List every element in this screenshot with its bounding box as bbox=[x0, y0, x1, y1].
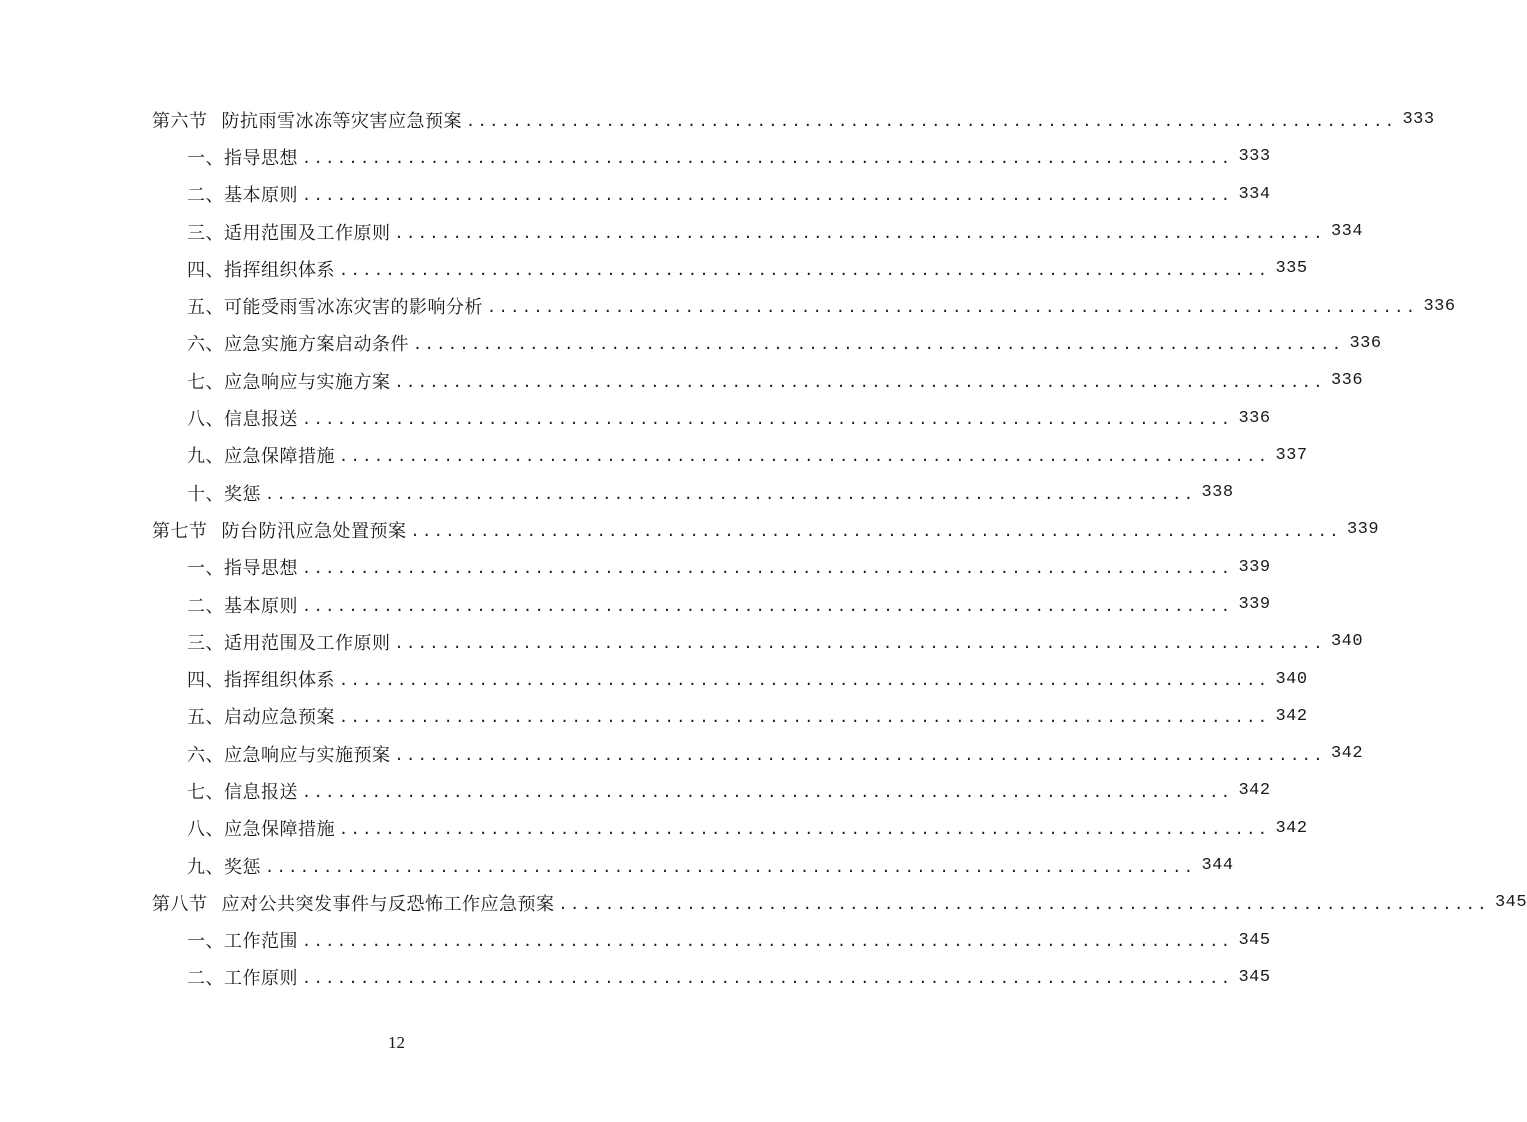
toc-page-number: 333 bbox=[1402, 110, 1435, 130]
toc-entry-title: 七、应急响应与实施方案 bbox=[187, 371, 391, 393]
toc-page-number: 345 bbox=[1238, 967, 1271, 987]
toc-item-row[interactable] bbox=[0, 362, 1364, 399]
toc-entry-title: 一、指导思想 bbox=[187, 558, 298, 580]
toc-dot-leader: ................................................................................ bbox=[265, 484, 1196, 503]
toc-dot-leader: ................................................................................ bbox=[302, 410, 1233, 429]
toc-entry-title: 六、应急响应与实施预案 bbox=[187, 744, 391, 766]
toc-entry-title: 二、基本原则 bbox=[187, 185, 298, 207]
toc-item-row[interactable] bbox=[0, 474, 1234, 511]
toc-item-row[interactable] bbox=[0, 176, 1271, 213]
toc-item-row[interactable] bbox=[0, 549, 1271, 586]
toc-section-title: 防抗雨雪冰冻等灾害应急预案 bbox=[221, 110, 462, 132]
toc-section-label: 第六节 bbox=[152, 110, 208, 132]
toc-page-number: 336 bbox=[1238, 408, 1271, 428]
toc-page-number: 334 bbox=[1238, 184, 1271, 204]
toc-item-row[interactable] bbox=[0, 847, 1234, 884]
toc-entry-title: 三、适用范围及工作原则 bbox=[187, 632, 391, 654]
toc-dot-leader: ................................................................................ bbox=[394, 223, 1325, 242]
toc-entry-title: 二、基本原则 bbox=[187, 595, 298, 617]
toc-item-row[interactable] bbox=[0, 735, 1364, 772]
toc-entry-title bbox=[152, 890, 555, 916]
toc-dot-leader: ................................................................................ bbox=[302, 148, 1233, 167]
toc-entry-title: 三、适用范围及工作原则 bbox=[187, 222, 391, 244]
toc-entry-title: 十、奖惩 bbox=[187, 483, 261, 505]
toc-dot-leader: ................................................................................ bbox=[302, 559, 1233, 578]
toc-item-row[interactable] bbox=[0, 660, 1308, 697]
toc-page-number: 339 bbox=[1238, 557, 1271, 577]
toc-dot-leader: ................................................................................ bbox=[302, 969, 1233, 988]
toc-item-row[interactable] bbox=[0, 325, 1382, 362]
toc-page-number: 338 bbox=[1201, 483, 1234, 503]
toc-page-number: 334 bbox=[1330, 222, 1364, 242]
toc-dot-leader: ................................................................................ bbox=[413, 335, 1344, 354]
toc-entry-title: 四、指挥组织体系 bbox=[187, 259, 335, 281]
toc-section-title: 防台防汛应急处置预案 bbox=[221, 520, 407, 542]
table-of-contents bbox=[0, 101, 1527, 996]
toc-dot-leader: ................................................................................ bbox=[339, 260, 1270, 279]
toc-page-number: 336 bbox=[1423, 296, 1456, 316]
toc-entry-title: 五、启动应急预案 bbox=[187, 707, 335, 729]
toc-entry-title: 六、应急实施方案启动条件 bbox=[187, 334, 409, 356]
page-number: 12 bbox=[388, 1033, 405, 1052]
toc-dot-leader: ................................................................................ bbox=[302, 186, 1233, 205]
toc-item-row[interactable] bbox=[0, 287, 1456, 324]
toc-item-row[interactable] bbox=[0, 698, 1308, 735]
toc-dot-leader: ................................................................................ bbox=[466, 111, 1397, 130]
toc-dot-leader: ................................................................................ bbox=[394, 745, 1325, 764]
toc-entry-title: 二、工作原则 bbox=[187, 968, 298, 990]
toc-entry-title: 八、信息报送 bbox=[187, 409, 298, 431]
toc-page-number: 344 bbox=[1201, 856, 1234, 876]
toc-entry-title: 九、应急保障措施 bbox=[187, 446, 335, 468]
toc-item-row[interactable] bbox=[0, 138, 1271, 175]
toc-dot-leader: ................................................................................ bbox=[410, 521, 1341, 540]
toc-entry-title bbox=[152, 107, 462, 133]
toc-dot-leader: ................................................................................ bbox=[339, 671, 1270, 690]
toc-section-label: 第七节 bbox=[152, 520, 208, 542]
toc-item-row[interactable] bbox=[0, 772, 1271, 809]
toc-entry-title: 四、指挥组织体系 bbox=[187, 670, 335, 692]
toc-section-row[interactable] bbox=[0, 101, 1435, 138]
toc-dot-leader: ................................................................................ bbox=[302, 782, 1233, 801]
toc-page-number: 340 bbox=[1330, 632, 1364, 652]
toc-page-number: 335 bbox=[1275, 259, 1308, 279]
toc-page-number: 337 bbox=[1275, 445, 1308, 465]
toc-dot-leader: ................................................................................ bbox=[302, 596, 1233, 615]
toc-page-number: 345 bbox=[1238, 930, 1271, 950]
toc-dot-leader: ................................................................................ bbox=[339, 447, 1270, 466]
toc-dot-leader: ................................................................................ bbox=[302, 932, 1233, 951]
toc-dot-leader: ................................................................................ bbox=[558, 894, 1489, 913]
toc-page-number: 339 bbox=[1346, 520, 1380, 540]
toc-page-number: 336 bbox=[1330, 371, 1364, 391]
toc-item-row[interactable] bbox=[0, 586, 1271, 623]
toc-section-title: 应对公共突发事件与反恐怖工作应急预案 bbox=[221, 893, 555, 915]
toc-page-number: 336 bbox=[1349, 333, 1382, 353]
toc-item-row[interactable] bbox=[0, 959, 1271, 996]
toc-item-row[interactable] bbox=[0, 250, 1308, 287]
toc-entry-title: 八、应急保障措施 bbox=[187, 819, 335, 841]
toc-page-number: 345 bbox=[1494, 893, 1527, 913]
toc-page-number: 342 bbox=[1330, 744, 1364, 764]
toc-item-row[interactable] bbox=[0, 623, 1364, 660]
toc-item-row[interactable] bbox=[0, 810, 1308, 847]
toc-page-number: 342 bbox=[1275, 706, 1308, 726]
toc-section-row[interactable] bbox=[0, 511, 1380, 548]
toc-page-number: 333 bbox=[1238, 147, 1271, 167]
toc-section-label: 第八节 bbox=[152, 893, 208, 915]
toc-dot-leader: ................................................................................ bbox=[394, 633, 1325, 652]
toc-entry-title: 一、指导思想 bbox=[187, 147, 298, 169]
toc-dot-leader: ................................................................................ bbox=[265, 857, 1196, 876]
toc-page-number: 342 bbox=[1275, 818, 1308, 838]
toc-entry-title bbox=[152, 517, 407, 543]
toc-page-number: 340 bbox=[1275, 669, 1308, 689]
toc-entry-title: 七、信息报送 bbox=[187, 781, 298, 803]
toc-dot-leader: ................................................................................ bbox=[339, 708, 1270, 727]
toc-page-number: 339 bbox=[1238, 595, 1271, 614]
toc-item-row[interactable] bbox=[0, 213, 1364, 250]
toc-entry-title: 五、可能受雨雪冰冻灾害的影响分析 bbox=[187, 297, 483, 319]
toc-item-row[interactable] bbox=[0, 922, 1271, 959]
toc-entry-title: 九、奖惩 bbox=[187, 856, 261, 878]
toc-dot-leader: ................................................................................ bbox=[339, 820, 1270, 839]
toc-item-row[interactable] bbox=[0, 437, 1308, 474]
toc-section-row[interactable] bbox=[0, 884, 1527, 921]
toc-dot-leader: ................................................................................ bbox=[394, 372, 1325, 391]
toc-dot-leader: ................................................................................ bbox=[487, 298, 1418, 317]
toc-item-row[interactable] bbox=[0, 399, 1271, 436]
toc-page-number: 342 bbox=[1238, 781, 1271, 801]
toc-entry-title: 一、工作范围 bbox=[187, 931, 298, 953]
